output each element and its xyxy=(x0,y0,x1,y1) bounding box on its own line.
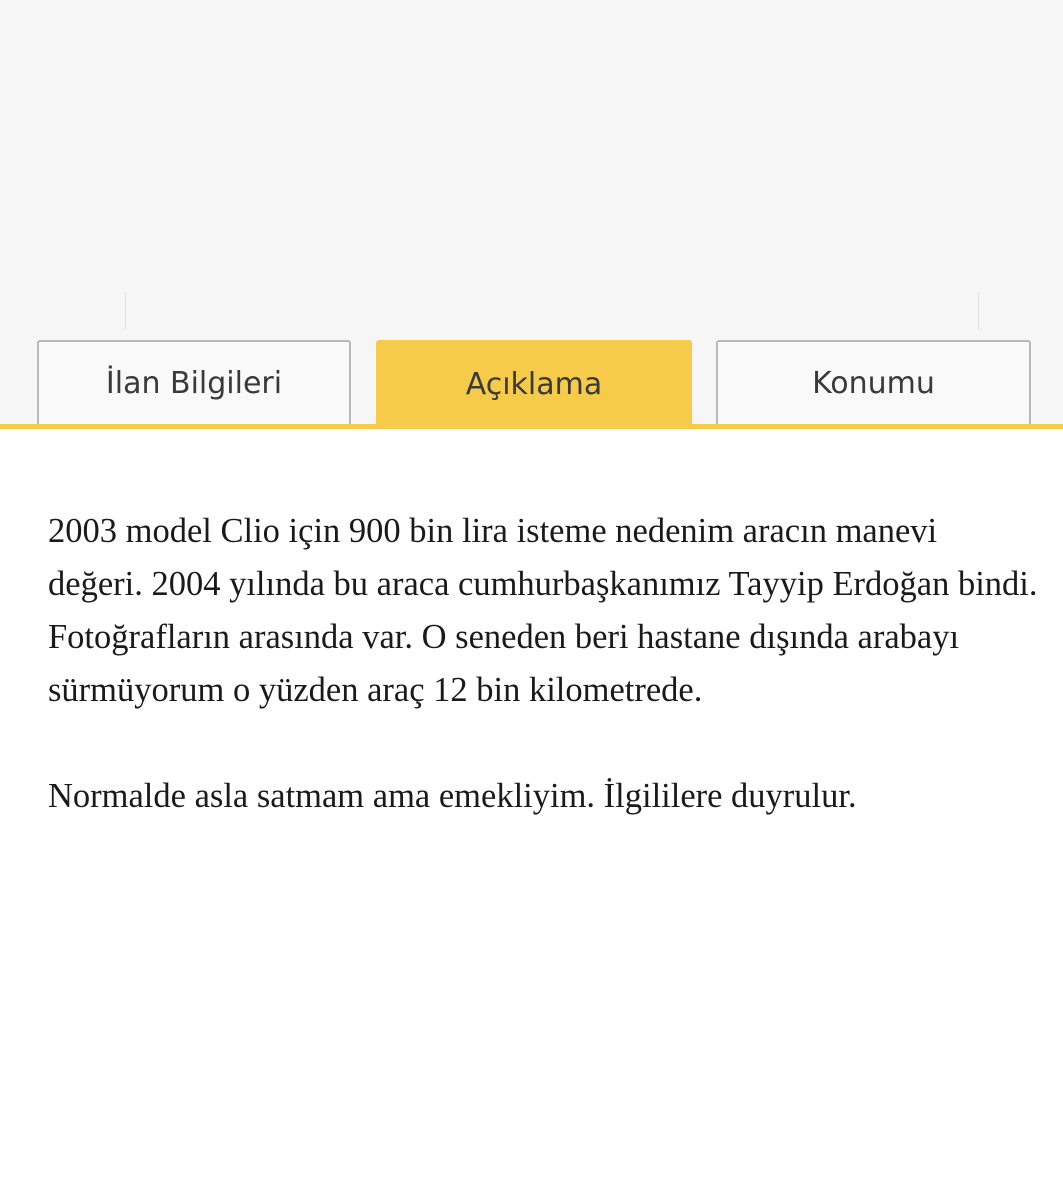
description-paragraph-1: 2003 model Clio için 900 bin lira isteme nedenim aracın manevi değeri. 2004 yılında bu araca cumhurbaşkanımız Tayyip Erdoğan bindi. Fotoğrafların arasında var. O seneden beri hastane dışında arabayı sürmüyorum o yüzden araç 12 bin kilometrede. xyxy=(48,512,1038,709)
divider-left xyxy=(125,292,126,330)
divider-right xyxy=(978,292,979,330)
tab-ilan-bilgileri[interactable]: İlan Bilgileri xyxy=(37,340,351,424)
tab-underline xyxy=(0,424,1063,429)
tab-aciklama[interactable]: Açıklama xyxy=(376,340,692,428)
tab-konumu[interactable]: Konumu xyxy=(716,340,1031,424)
listing-description xyxy=(48,505,1038,823)
description-paragraph-2: Normalde asla satmam ama emekliyim. İlgililere duyrulur. xyxy=(48,777,857,815)
